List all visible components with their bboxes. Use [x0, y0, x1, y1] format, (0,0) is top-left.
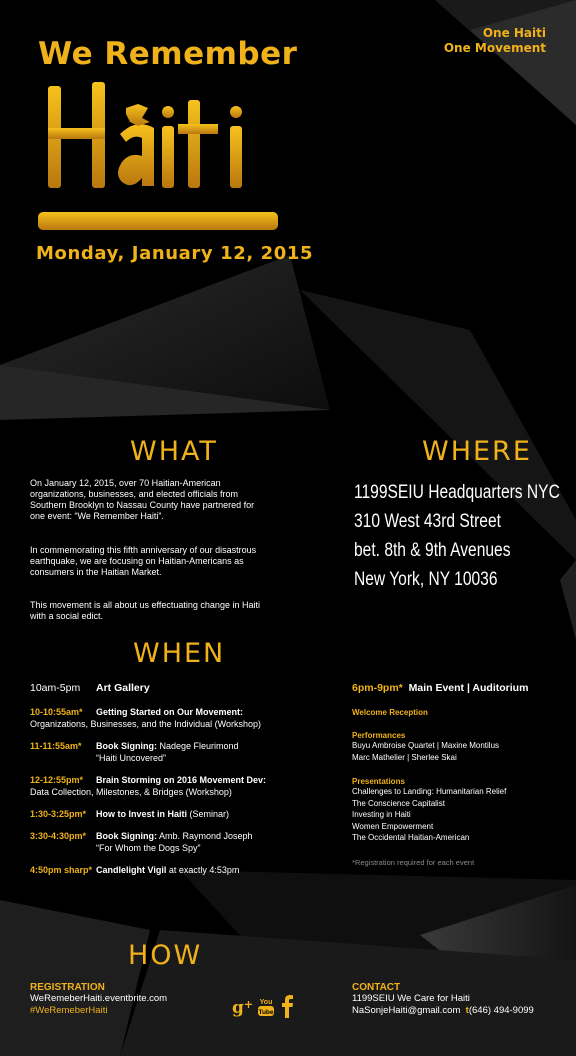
where-heading: WHERE — [422, 436, 532, 467]
contact-heading: CONTACT — [352, 982, 401, 993]
what-para-2: In commemorating this fifth anniversary of our disastrous earthquake, we are focusing on Haitian-Americans as consumers in the Haitian Market. — [30, 545, 257, 577]
presentations-heading: Presentations — [352, 777, 405, 786]
title-we-remember: We Remember — [38, 36, 298, 72]
phone-prefix: t — [465, 1005, 469, 1016]
schedule-left — [30, 682, 330, 876]
haiti-map-icon — [126, 104, 150, 126]
schedule-item — [30, 830, 330, 842]
schedule-time: 10-10:55am* — [30, 707, 83, 717]
welcome-reception: Welcome Reception — [352, 708, 428, 717]
registration-heading: REGISTRATION — [30, 982, 105, 993]
svg-text:Tube: Tube — [258, 1009, 274, 1016]
schedule-title: Book Signing: — [96, 831, 157, 841]
google-plus-icon[interactable]: g+ — [232, 998, 254, 1018]
contact-line — [352, 1005, 534, 1017]
performances-line-1: Buyu Ambroise Quartet | Maxine Montilus — [352, 741, 500, 750]
schedule-detail: “For Whom the Dogs Spy” — [96, 843, 201, 853]
presentation-item: Women Empowerment — [352, 821, 434, 831]
performances-heading: Performances — [352, 731, 406, 740]
schedule-title: Book Signing: — [96, 741, 157, 751]
how-heading: HOW — [128, 940, 203, 971]
event-date: Monday, January 12, 2015 — [36, 243, 314, 264]
contact-org: 1199SEIU We Care for Haiti — [352, 993, 470, 1004]
schedule-right — [352, 682, 567, 867]
main-event — [352, 682, 567, 694]
schedule-item — [30, 740, 330, 752]
registration-link[interactable]: WeRemeberHaiti.eventbrite.com — [30, 993, 168, 1004]
presentation-item: Investing in Haiti — [352, 810, 411, 819]
schedule-detail: “Haiti Uncovered” — [96, 753, 167, 763]
contact-block — [352, 982, 534, 1017]
schedule-item — [30, 774, 330, 786]
schedule-time: 4:50pm sharp* — [30, 865, 93, 875]
svg-text:You: You — [259, 999, 273, 1006]
tagline-line-2: One Movement — [443, 41, 546, 55]
what-heading: WHAT — [130, 436, 218, 467]
address-line-2: 310 West 43rd Street — [354, 511, 501, 532]
schedule-title: Brain Storming on 2016 Movement Dev: — [96, 775, 267, 785]
schedule-item — [30, 808, 330, 820]
registration-block — [30, 982, 167, 1017]
schedule-time: 10am-5pm — [30, 682, 81, 694]
schedule-detail: Organizations, Businesses, and the Individual (Workshop) — [30, 719, 261, 729]
schedule-title: Art Gallery — [96, 682, 150, 694]
when-heading: WHEN — [133, 638, 226, 669]
schedule-title-rest: Amb. Raymond Joseph — [159, 831, 253, 841]
presentation-item: Challenges to Landing: Humanitarian Relief — [352, 787, 507, 796]
presentation-item: The Conscience Capitalist — [352, 798, 445, 808]
schedule-title: Getting Started on Our Movement: — [96, 707, 244, 717]
schedule-title-rest: Nadege Fleurimond — [159, 741, 239, 751]
schedule-time: 1:30-3:25pm* — [30, 809, 87, 819]
address-line-3: bet. 8th & 9th Avenues — [354, 540, 511, 561]
schedule-detail: Data Collection, Milestones, & Bridges (Workshop) — [30, 787, 232, 797]
contact-email[interactable]: NaSonjeHaiti@gmail.com — [352, 1005, 461, 1016]
what-para-3: This movement is all about us effectuating change in Haiti with a social edict. — [30, 600, 260, 621]
schedule-item — [30, 706, 330, 718]
registration-note: *Registration required for each event — [352, 857, 475, 867]
schedule-time: 3:30-4:30pm* — [30, 831, 87, 841]
facebook-icon[interactable] — [280, 994, 294, 1018]
address-line-4: New York, NY 10036 — [354, 569, 498, 590]
schedule-time: 11-11:55am* — [30, 741, 82, 751]
haiti-logo — [34, 78, 284, 238]
youtube-icon[interactable] — [257, 996, 275, 1018]
tagline — [444, 26, 546, 56]
tagline-line-1: One Haiti — [482, 26, 546, 40]
what-para-1: On January 12, 2015, over 70 Haitian-American organizations, businesses, and elected officials from Southern Brooklyn to Nassau County have partnered for one event: “We Remember Haiti”. — [30, 478, 255, 521]
main-event-time: 6pm-9pm* — [352, 682, 403, 694]
address-line-1: 1199SEIU Headquarters NYC — [354, 482, 560, 503]
presentation-item: The Occidental Haitian-American — [352, 833, 470, 842]
contact-phone[interactable]: (646) 494-9099 — [468, 1005, 534, 1016]
hashtag[interactable]: #WeRemeberHaiti — [30, 1005, 108, 1016]
main-event-title: Main Event | Auditorium — [408, 682, 529, 694]
schedule-title-rest: at exactly 4:53pm — [168, 865, 240, 875]
address — [354, 478, 560, 594]
schedule-title: How to Invest in Haiti — [96, 809, 188, 819]
schedule-title-rest: (Seminar) — [189, 809, 230, 819]
schedule-item — [30, 682, 330, 694]
schedule-item — [30, 864, 330, 876]
performances-line-2: Marc Mathelier | Sherlee Skai — [352, 752, 457, 762]
schedule-title: Candlelight Vigil — [96, 865, 167, 875]
schedule-time: 12-12:55pm* — [30, 775, 84, 785]
